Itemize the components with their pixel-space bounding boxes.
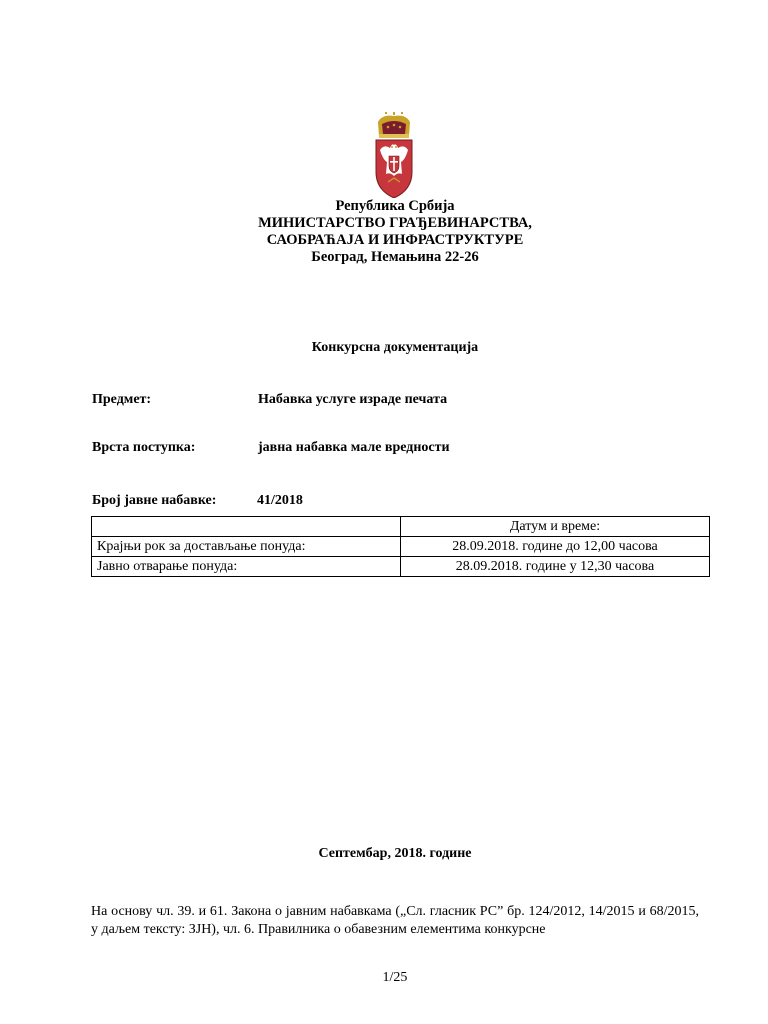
table-row-value: 28.09.2018. године до 12,00 часова (401, 537, 710, 557)
procedure-field (92, 440, 450, 456)
body-paragraph: На основу чл. 39. и 61. Закона о јавним набавкама („Сл. гласник РС” бр. 124/2012, 14/2015 и 68/2015, у даљем тексту: ЗЈН), чл. 6. Правилника о обавезним елементима конкурсне (91, 904, 699, 937)
procedure-value: јавна набавка мале вредности (258, 440, 450, 455)
ministry-name-line2: САОБРАЋАЈА И ИНФРАСТРУКТУРЕ (266, 232, 524, 248)
document-date: Септембар, 2018. године (318, 846, 472, 861)
subject-label: Предмет: (92, 392, 152, 407)
crown-icon (378, 112, 410, 138)
country-name: Република Србија (335, 198, 455, 214)
table-header-empty-cell (92, 517, 401, 537)
procedure-label: Врста поступка: (92, 440, 196, 455)
procurement-number-field (92, 493, 303, 509)
procurement-number-value: 41/2018 (257, 493, 303, 508)
table-row (92, 537, 710, 557)
subject-value: Набавка услуге израде печата (258, 392, 448, 407)
table-row (92, 557, 710, 577)
table-header-row (92, 517, 710, 537)
table-header-datetime: Датум и време: (401, 517, 710, 537)
document-title: Конкурсна документација (311, 340, 479, 355)
deadlines-table (91, 516, 710, 577)
procurement-number-label: Број јавне набавке: (92, 493, 217, 508)
page-number: 1/25 (382, 970, 408, 985)
institution-header (0, 198, 768, 266)
table-row-label: Крајњи рок за достављање понуда: (92, 537, 401, 557)
table-row-label: Јавно отварање понуда: (92, 557, 401, 577)
coat-of-arms-emblem (374, 112, 414, 198)
table-row-value: 28.09.2018. године у 12,30 часова (401, 557, 710, 577)
subject-field (92, 392, 448, 408)
shield-icon (376, 140, 412, 198)
ministry-address: Београд, Немањина 22-26 (311, 249, 479, 265)
ministry-name-line1: МИНИСТАРСТВО ГРАЂЕВИНАРСТВА, (258, 215, 532, 231)
